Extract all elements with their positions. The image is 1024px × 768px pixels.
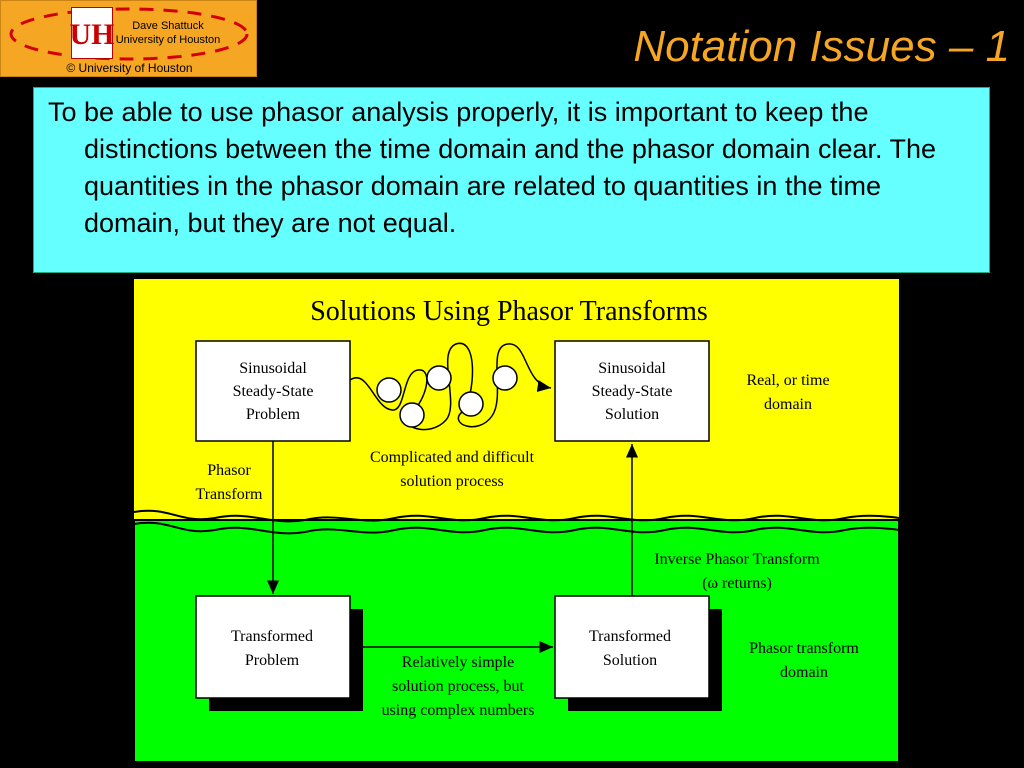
complicated-label-line2: solution process [400,473,504,490]
simple-label-line3: using complex numbers [381,702,535,719]
problem-box-line1: Sinusoidal [239,360,307,377]
inverse-label-line2: (ω returns) [702,575,772,592]
process-circle [377,378,401,402]
logo-author-name: Dave Shattuck [132,20,204,32]
inverse-label-line1: Inverse Phasor Transform [654,551,820,568]
solution-box-line2: Steady-State [591,383,673,400]
process-circle [459,392,483,416]
transformed-problem-line1: Transformed [230,628,314,645]
transformed-problem-line2: Problem [244,652,300,669]
complicated-label-line1: Complicated and difficult [369,449,535,466]
phasor-domain-label-line1: Phasor transform [749,640,859,657]
simple-label-line2: solution process, but [392,678,524,695]
solution-box-line3: Solution [604,406,660,423]
time-domain-label-line2: domain [764,396,812,413]
simple-label-line1: Relatively simple [401,654,515,671]
svg-text:UH: UH [69,18,115,51]
transformed-solution-line1: Transformed [588,628,672,645]
phasor-transform-label-line2: Transform [195,486,263,503]
transformed-solution-line2: Solution [602,652,658,669]
transformed-solution-box [555,596,709,698]
slide-title: Notation Issues – 1 [633,22,1010,71]
time-domain-label-line1: Real, or time [746,372,830,389]
transformed-problem-box [196,596,350,698]
process-circle [427,366,451,390]
logo-copyright: © University of Houston [66,61,193,75]
process-circle [493,366,517,390]
process-circle [400,403,424,427]
phasor-transform-label-line1: Phasor [207,462,251,479]
logo-affiliation: University of Houston [115,34,221,46]
problem-box-line3: Problem [245,406,301,423]
callout-text: To be able to use phasor analysis properly, it is important to keep the distinctions between the time domain and the phasor domain clear. The quantities in the phasor domain are related to quantities in the time domain, but they are not equal. [48,97,937,238]
solution-box-line1: Sinusoidal [598,360,666,377]
diagram-title: Solutions Using Phasor Transforms [310,296,708,327]
phasor-domain-label-line2: domain [780,664,828,681]
problem-box-line2: Steady-State [232,383,314,400]
